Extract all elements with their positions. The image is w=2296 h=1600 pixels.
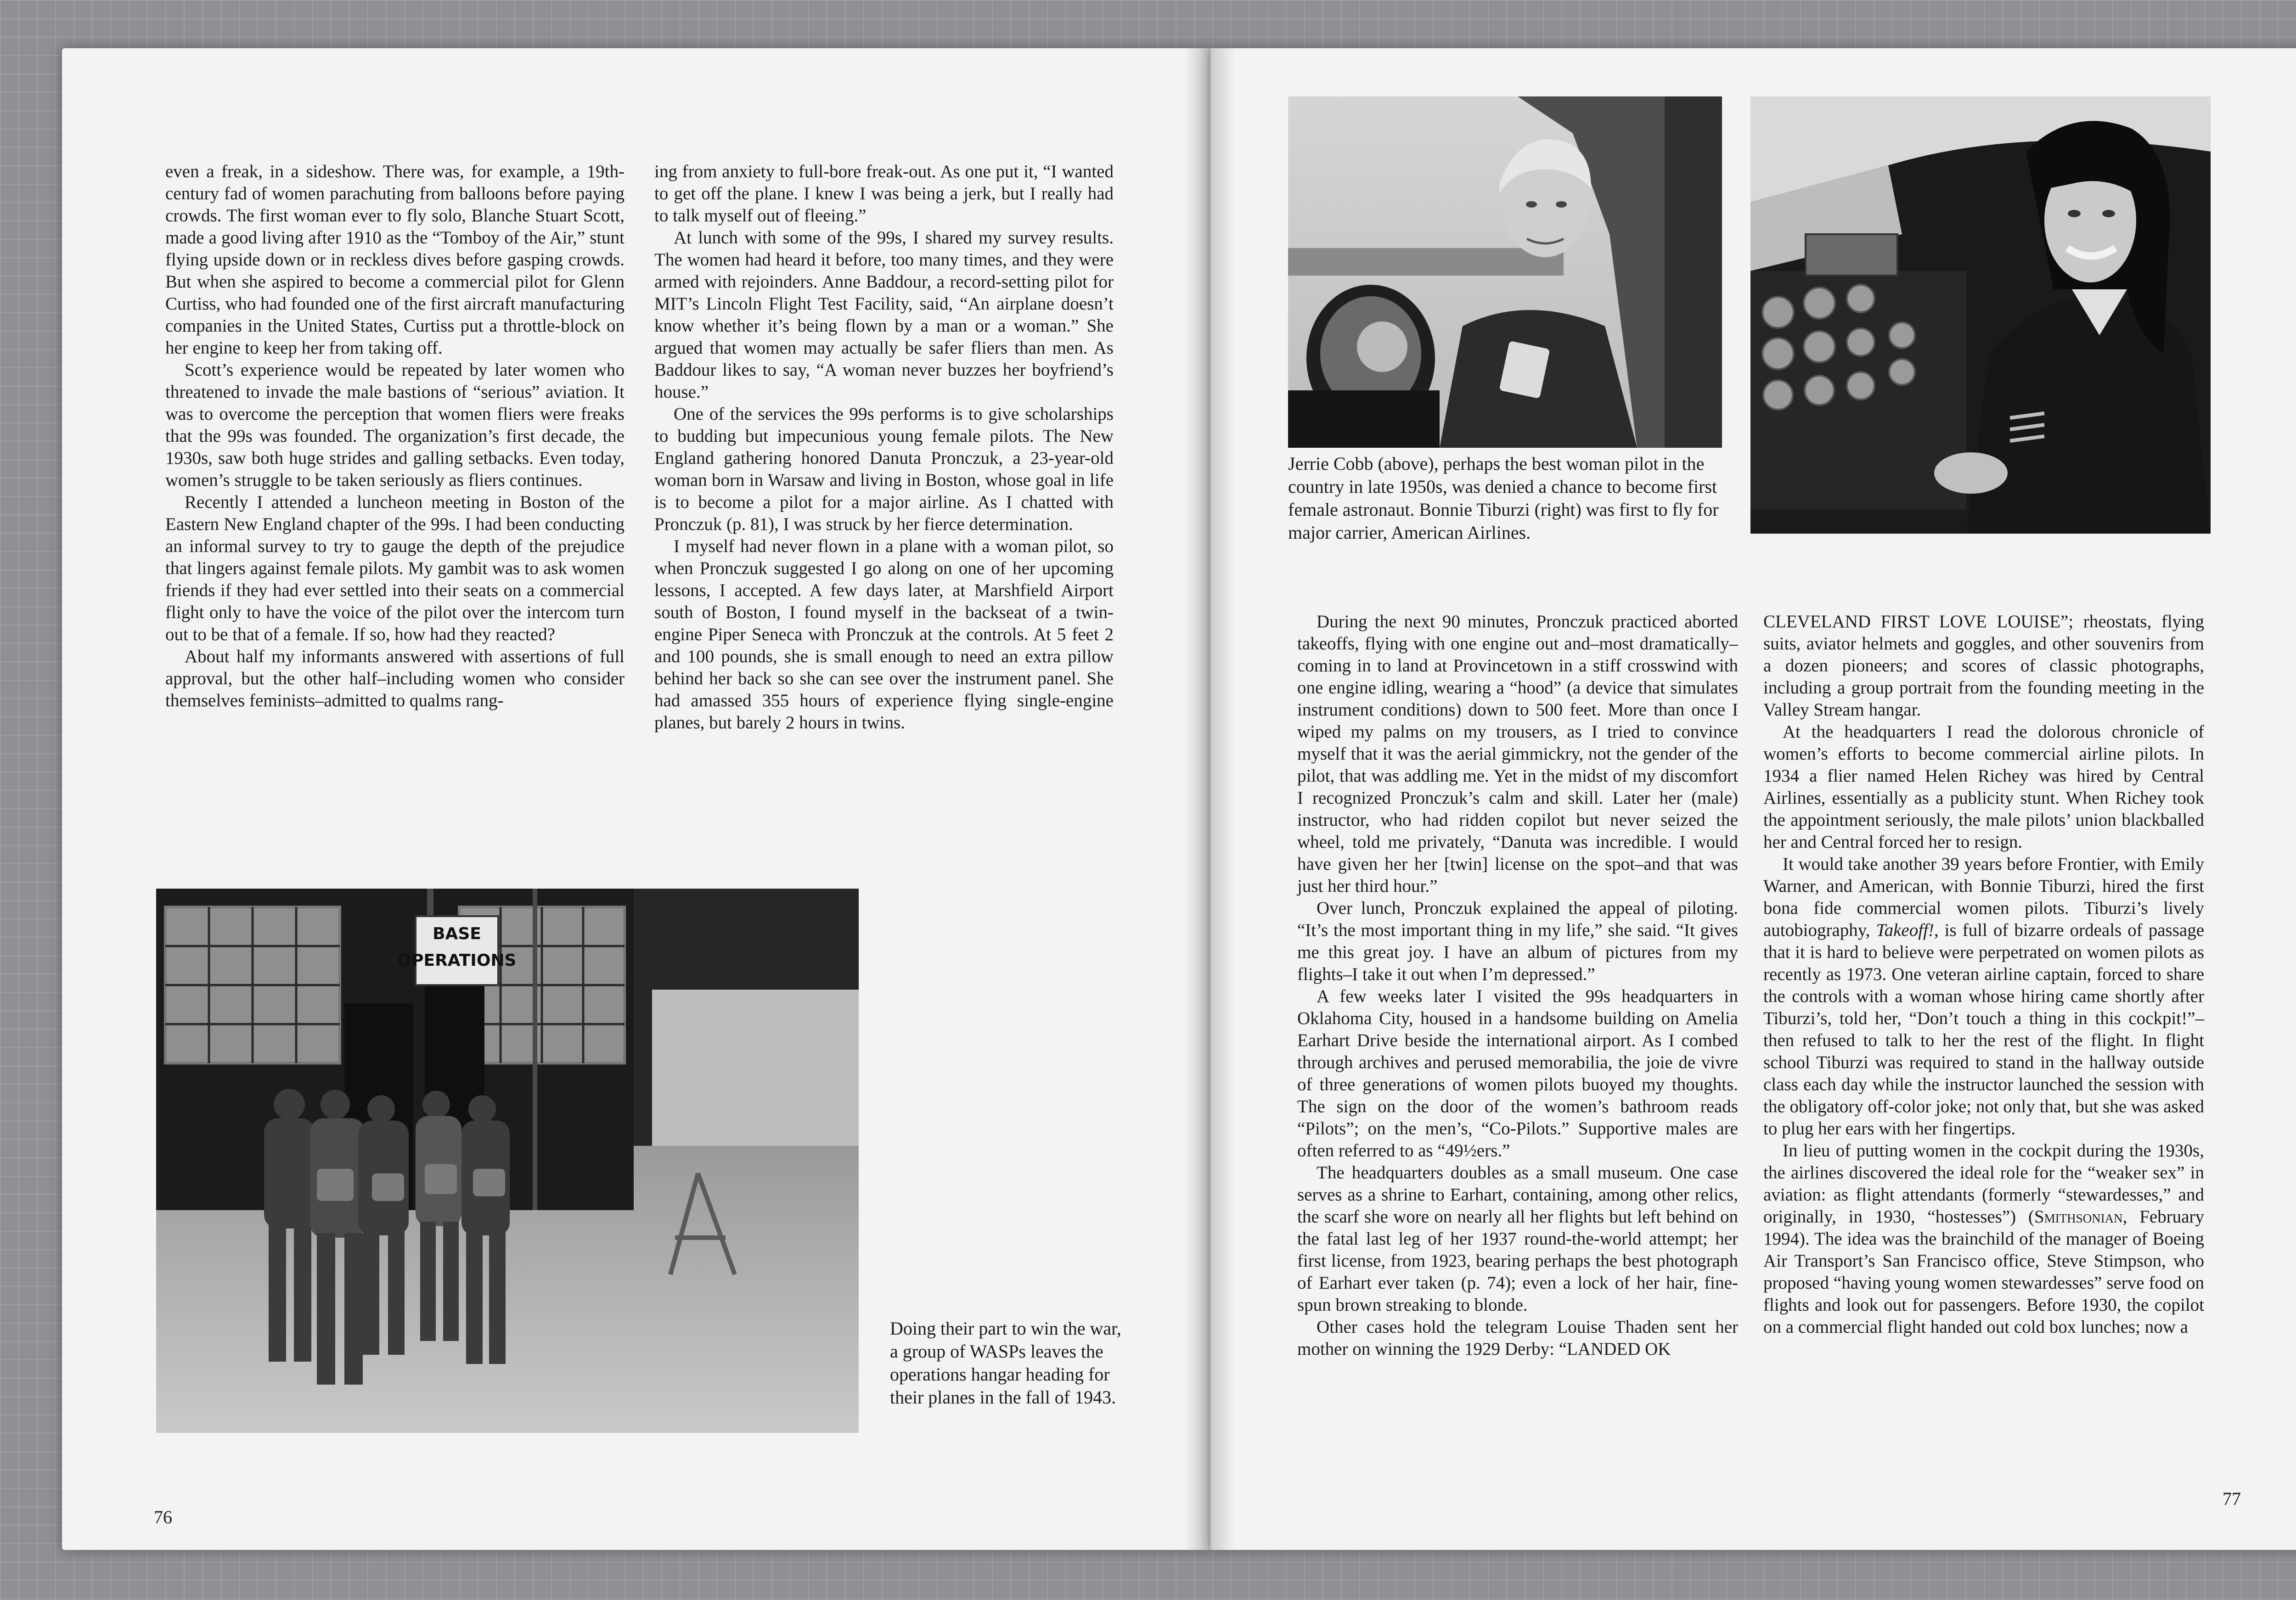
tiburzi-photo-art (1750, 96, 2211, 534)
text-run: In lieu of putting women in the cockpit during the 1930s, the airlines discovered the ideal role for the “weaker sex” in aviation: as flight attendants (formerly “stewardesses,” and originally, in 1930, “hostesses”) ( (1763, 1141, 2204, 1227)
paragraph: One of the services the 99s performs is to give scholarships to budding but impecunious young female pilots. The New England gathering honored Danuta Pronczuk, a 23-year-old woman born in Warsaw and living in Boston, whose goal in life is to become a pilot for a major airline. As I chatted with Pronczuk (p. 81), I was struck by her fierce determination. (654, 404, 1114, 534)
book-title: Takeoff! (1876, 920, 1934, 940)
base-operations-sign-line1: BASE (433, 924, 481, 943)
paragraph: During the next 90 minutes, Pronczuk practiced aborted takeoffs, flying with one engine out and–most dramatically–coming in to land at Provincetown in a stiff crosswind with one engine idling, wearing a “hood” (a device that simulates instrument conditions) down to 500 feet. More than once I wiped my palms on my trousers, as I tried to convince myself that it was the aerial gimmickry, not the gender of the pilot, that was addling me. Yet in the midst of my discomfort I recognized Pronczuk’s calm and skill. Later her (male) instructor, who had ridden copilot but never seized the wheel, told me privately, “Danuta was incredible. I would have given her her [twin] license on the spot–and that was just her third hour.” (1297, 612, 1738, 896)
paragraph: The headquarters doubles as a small museum. One case serves as a shrine to Earhart, containing, among other relics, the scarf she wore on nearly all her flights but left behind on the fatal last leg of her 1937 round-the-world attempt; her first license, from 1923, bearing perhaps the best photograph of Earhart ever taken (p. 74); even a lock of her hair, fine-spun brown streaking to blonde. (1297, 1163, 1738, 1315)
text-run: , February 1994). The idea was the brainchild of the manager of Boeing Air Transport’s San Francisco office, Steve Stimpson, who proposed “having young women stewardesses” serve food on flights and look out for passengers. Before 1930, the copilot on a commercial flight handed out cold box lunches; now a (1763, 1207, 2204, 1337)
text-run: It would take another 39 years before Frontier, with Emily Warner, and American, with Bonnie Tiburzi, hired the first bona fide commercial women pilots. Tiburzi’s lively autobiography, (1763, 854, 2204, 940)
paragraph: I myself had never flown in a plane with a woman pilot, so when Pronczuk suggested I go along on one of her upcoming lessons, I accepted. A few days later, at Marshfield Airport south of Boston, I found myself in the backseat of a twin-engine Piper Seneca with Pronczuk at the controls. At 5 feet 2 and 100 pounds, she is small enough to need an extra pillow behind her back so she can see over the instrument panel. She had amassed 355 hours of experience flying single-engine planes, but barely 2 hours in twins. (654, 536, 1114, 732)
paragraph: A few weeks later I visited the 99s headquarters in Oklahoma City, housed in a handsome building on Amelia Earhart Drive beside the international airport. As I combed through archives and perused memorabilia, the joie de vivre of three generations of women pilots buoyed my thoughts. The sign on the door of the women’s bathroom reads “Pilots”; on the men’s, “Co-Pilots.” Supportive males are often referred to as “49½ers.” (1297, 986, 1738, 1161)
text-run: , is full of bizarre ordeals of passage that it is hard to believe were perpetrated on women pilots as recently as 1973. One veteran airline captain, forced to share the controls with a woman whose hiring came shortly after Tiburzi’s, told her, “Don’t touch a thing in this cockpit!”–then refused to talk to her the rest of the flight. In flight school Tiburzi was required to stand in the hallway outside class each day while the instructor launched the session with the obligatory off-color joke; not only that, but she was asked to plug her ears with her fingertips. (1763, 920, 2205, 1138)
spine-gutter (1185, 48, 1235, 1550)
page-number-right: 77 (2223, 1488, 2241, 1509)
paragraph: even a freak, in a sideshow. There was, for example, a 19th-century fad of women parachuting from balloons before paying crowds. The first woman ever to fly solo, Blanche Stuart Scott, made a good living after 1910 as the “Tomboy of the Air,” stunt flying upside down or in reckless dives before gasping crowds. But when she aspired to become a commercial pilot for Glenn Curtiss, who had founded one of the first aircraft manufacturing companies in the United States, Curtiss put a throttle-block on her engine to keep her from taking off. (165, 162, 625, 358)
paragraph: ing from anxiety to full-bore freak-out. As one put it, “I wanted to get off the plane. I knew I was being a jerk, but I really had to talk myself out of fleeing.” (654, 162, 1114, 225)
paragraph: Over lunch, Pronczuk explained the appeal of piloting. “It’s the most important thing in my life,” she said. “It gives me this great joy. I have an album of pictures from my flights–I take it out when I’m depressed.” (1297, 898, 1738, 984)
paragraph: CLEVELAND FIRST LOVE LOUISE”; rheostats, flying suits, aviator helmets and goggles, and other souvenirs from a dozen pioneers; and scores of classic photographs, including a group portrait from the founding meeting in the Valley Stream hangar. (1763, 612, 2204, 720)
paragraph (1763, 1140, 2204, 1338)
bonnie-tiburzi-photo (1750, 96, 2211, 534)
wasps-photo-caption: Doing their part to win the war, a group of WASPs leaves the operations hangar heading for their planes in the fall of 1943. (890, 1318, 1121, 1408)
wasps-photo-art (156, 889, 859, 1433)
paragraph: At the headquarters I read the dolorous chronicle of women’s efforts to become commercial airline pilots. In 1934 a flier named Helen Richey was hired by Central Airlines, essentially as a publicity stunt. When Richey took the appointment seriously, the male pilots’ union blackballed her and Central forced her to resign. (1763, 722, 2204, 852)
paragraph: At lunch with some of the 99s, I shared my survey results. The women had heard it before, too many times, and they were armed with rejoinders. Anne Baddour, a record-setting pilot for MIT’s Lincoln Flight Test Facility, said, “An airplane doesn’t know whether it’s being flown by a man or a woman.” She argued that women may actually be safer fliers than men. As Baddour likes to say, “A woman never buzzes her boyfriend’s house.” (654, 228, 1114, 402)
paragraph: Scott’s experience would be repeated by later women who threatened to invade the male bastions of “serious” aviation. It was to overcome the perception that women fliers were freaks that the 99s was founded. The organization’s first decade, the 1930s, saw both huge strides and galling setbacks. Even today, women’s struggle to be taken seriously as fliers continues. (165, 360, 625, 490)
jerrie-cobb-photo (1288, 96, 1722, 448)
right-page-column-1 (1297, 611, 1738, 1360)
paragraph: Other cases hold the telegram Louise Thaden sent her mother on winning the 1929 Derby: “LANDED OK (1297, 1317, 1738, 1359)
paragraph (1763, 853, 2204, 1140)
page-number-left: 76 (154, 1507, 172, 1527)
paragraph: Recently I attended a luncheon meeting in Boston of the Eastern New England chapter of the 99s. I had been conducting an informal survey to try to gauge the depth of the prejudice that lingers against female pilots. My gambit was to ask women friends if they had ever settled into their seats on a commercial flight only to have the voice of the pilot over the intercom turn out to be that of a female. If so, how had they reacted? (165, 492, 625, 644)
left-page-column-2 (654, 161, 1114, 734)
left-page-column-1 (165, 161, 625, 712)
cobb-tiburzi-caption: Jerrie Cobb (above), perhaps the best woman pilot in the country in late 1950s, was denied a chance to become first female astronaut. Bonnie Tiburzi (right) was first to fly for major carrier, American Airlines. (1288, 453, 1719, 543)
cobb-photo-art (1288, 96, 1722, 448)
paragraph: About half my informants answered with assertions of full approval, but the other half–including women who consider themselves feminists–admitted to qualms rang- (165, 647, 625, 710)
base-operations-sign-line2: OPERATIONS (397, 951, 517, 970)
wasps-hangar-photo (156, 889, 859, 1433)
right-page-column-2 (1763, 611, 2204, 1338)
magazine-name: Smithsonian (2034, 1207, 2123, 1227)
